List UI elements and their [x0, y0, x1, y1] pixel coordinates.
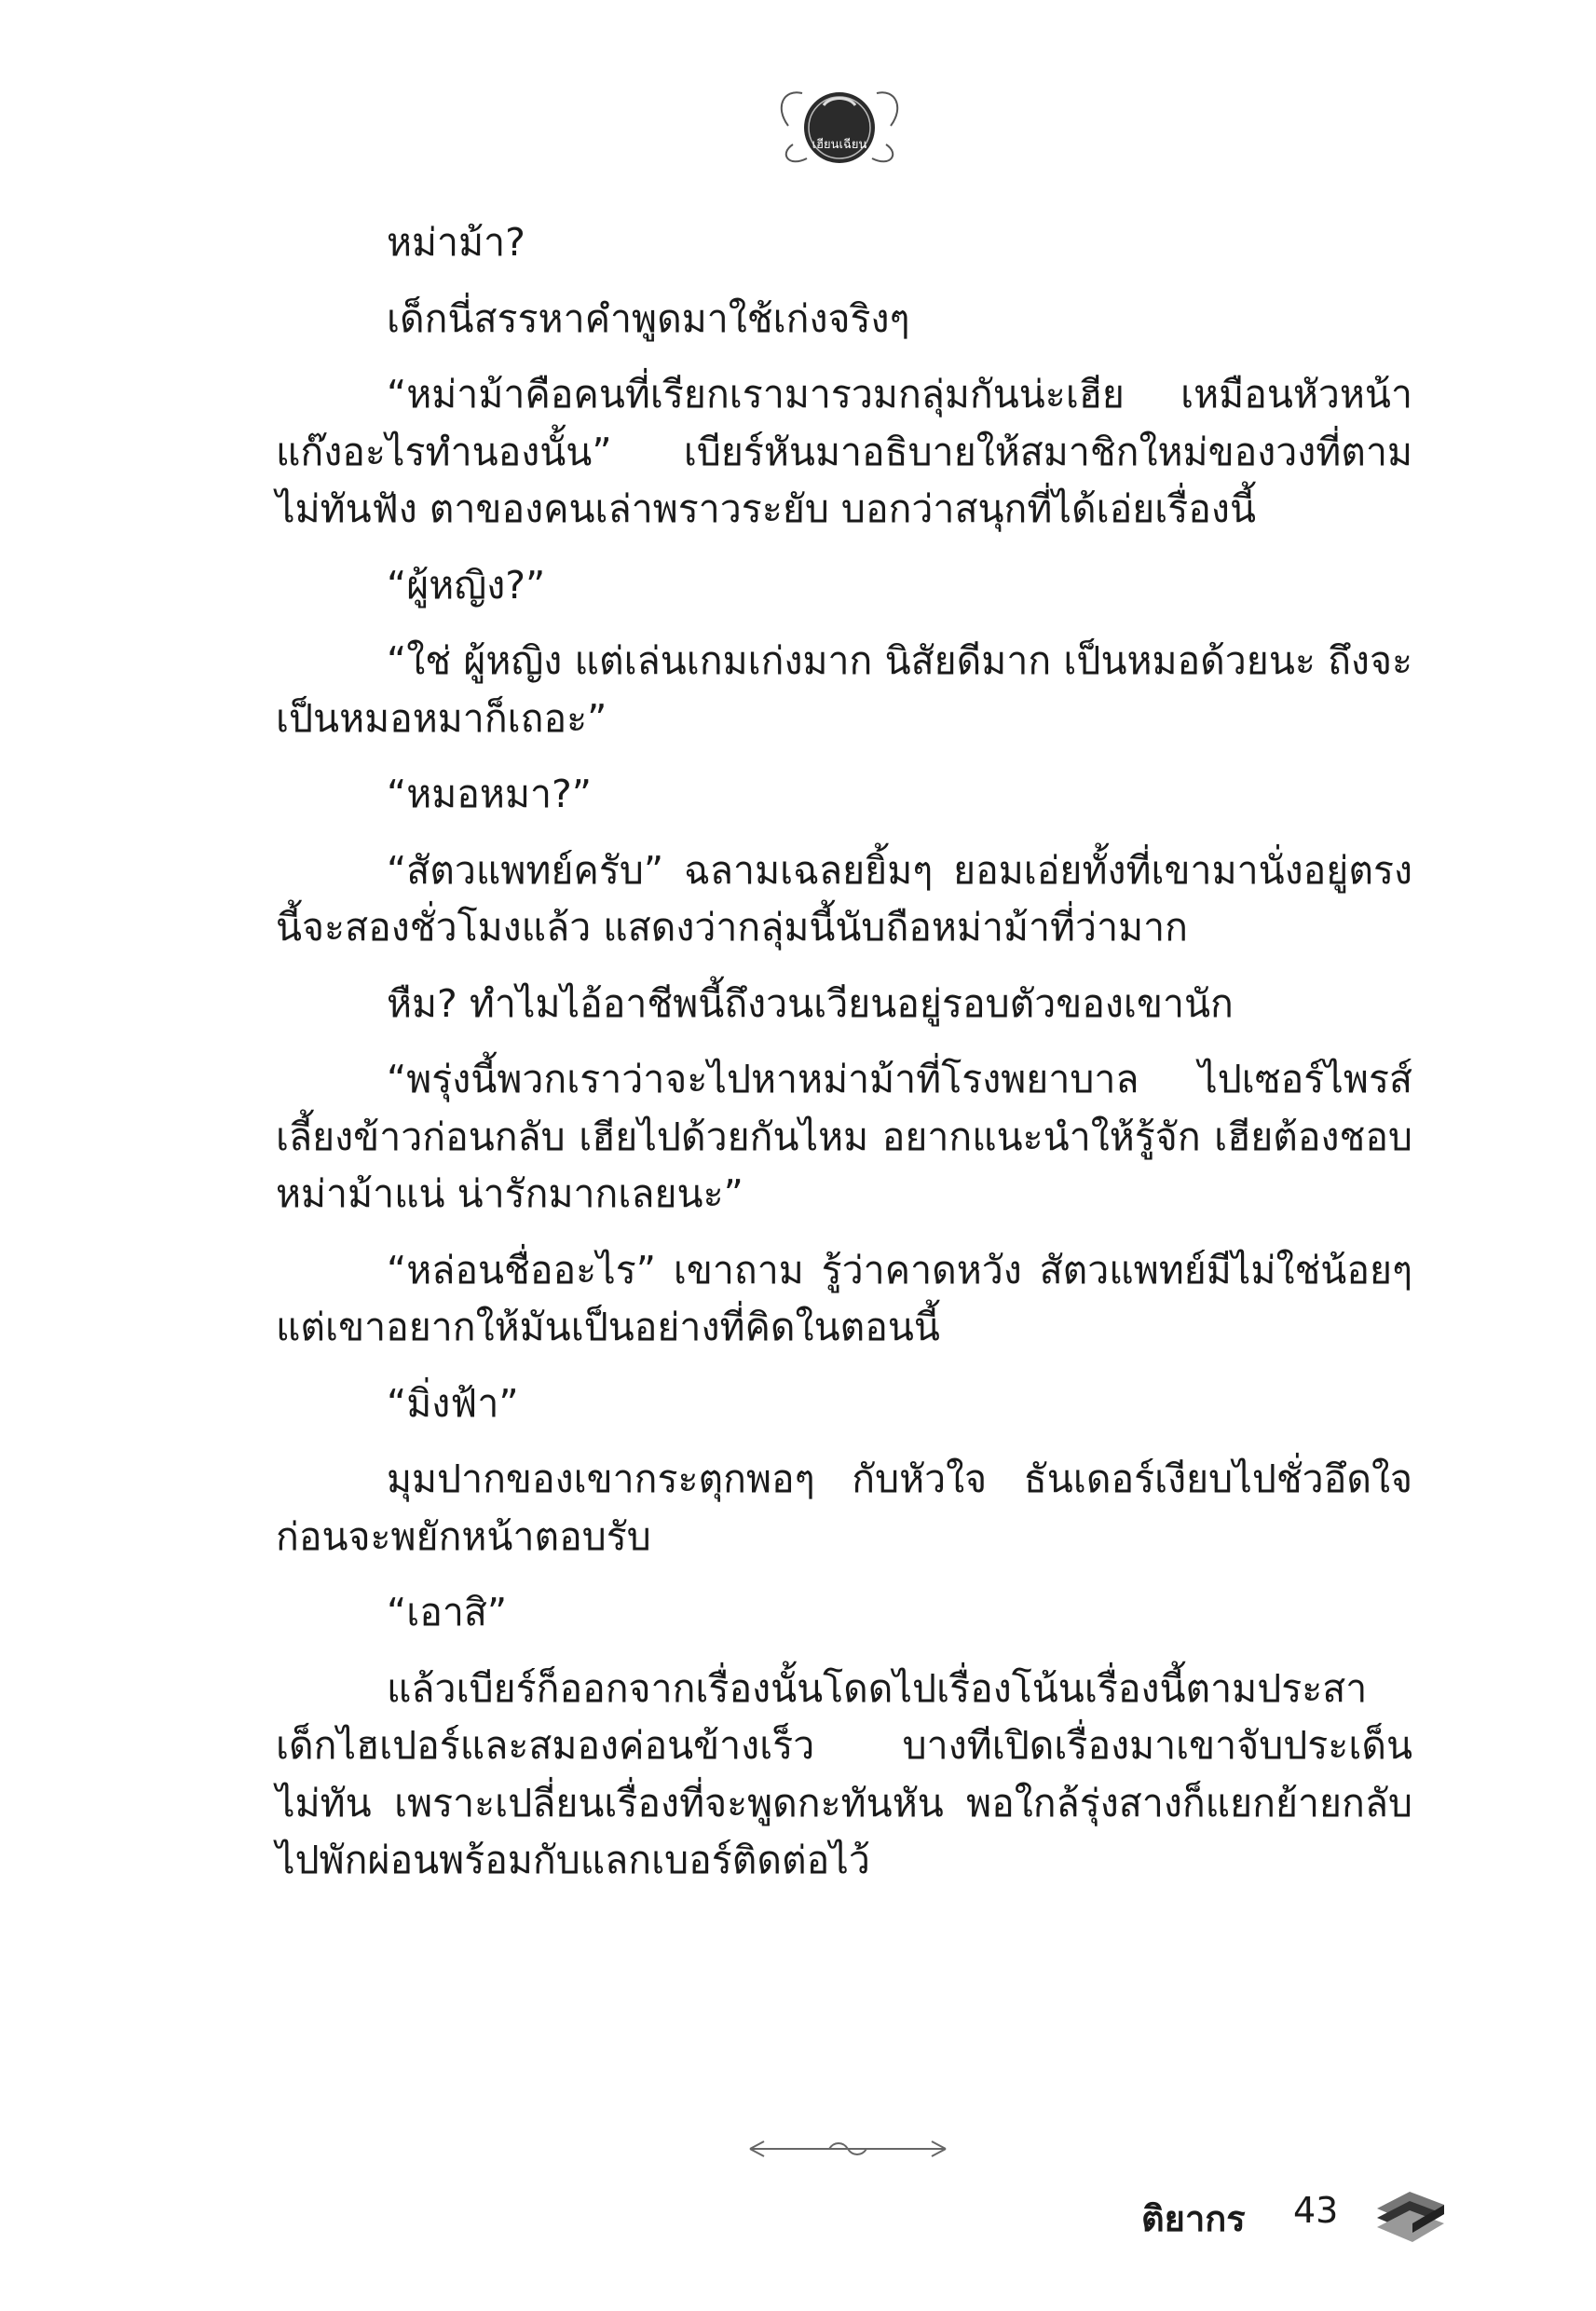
paragraph: แล้วเบียร์ก็ออกจากเรื่องนั้นโดดไปเรื่องโน้นเรื่องนี้ตามประสาเด็กไฮเปอร์และสมองค่อนข้างเร็ว บางทีเปิดเรื่องมาเขาจับประเด็นไม่ทัน เพราะเปลี่ยนเรื่องที่จะพูดกะทันหัน พอใกล้รุ่งสางก็แยกย้ายกลับไปพักผ่อนพร้อมกับแลกเบอร์ติดต่อไว้	[276, 1665, 1412, 1882]
body-text	[276, 214, 1412, 1908]
paragraph: “พรุ่งนี้พวกเราว่าจะไปหาหม่าม้าที่โรงพยาบาล ไปเซอร์ไพรส์เลี้ยงข้าวก่อนกลับ เฮียไปด้วยกันไหม อยากแนะนำให้รู้จัก เฮียต้องชอบหม่าม้าแน่ น่ารักมากเลยนะ”	[276, 1057, 1412, 1216]
logo-text: เฮียนเฉียน	[812, 138, 867, 152]
paragraph: “เอาสิ”	[387, 1590, 508, 1634]
paragraph: “หมอหมา?”	[387, 772, 592, 816]
paragraph: “สัตวแพทย์ครับ” ฉลามเฉลยยิ้มๆ ยอมเอ่ยทั้งที่เขามานั่งอยู่ตรงนี้จะสองชั่วโมงแล้ว แสดงว่ากลุ่มนี้นับถือหม่าม้าที่ว่ามาก	[276, 847, 1412, 950]
paragraph: หืม? ทำไมไอ้อาชีพนี้ถึงวนเวียนอยู่รอบตัวของเขานัก	[387, 980, 1234, 1026]
paragraph: หม่าม้า?	[387, 220, 525, 265]
paragraph: มุมปากของเขากระตุกพอๆ กับหัวใจ ธันเดอร์เงียบไปชั่วอึดใจ ก่อนจะพยักหน้าตอบรับ	[276, 1456, 1412, 1559]
paragraph: “หล่อนชื่ออะไร” เขาถาม รู้ว่าคาดหวัง สัตวแพทย์มีไม่ใช่น้อยๆ แต่เขาอยากให้มันเป็นอย่างที่คิดในตอนนี้	[276, 1247, 1412, 1349]
footer-title: ติยากร	[1141, 2198, 1246, 2239]
paragraph: เด็กนี่สรรหาคำพูดมาใช้เก่งจริงๆ	[387, 295, 910, 341]
stacked-books-icon	[1368, 2171, 1452, 2255]
ornamental-divider-icon	[741, 2130, 955, 2167]
paragraph: “ใช่ ผู้หญิง แต่เล่นเกมเก่งมาก นิสัยดีมาก เป็นหมอด้วยนะ ถึงจะเป็นหมอหมาก็เถอะ”	[276, 638, 1412, 741]
paragraph: “ผู้หญิง?”	[387, 562, 546, 608]
paragraph: “หม่าม้าคือคนที่เรียกเรามารวมกลุ่มกันน่ะเฮีย เหมือนหัวหน้าแก๊งอะไรทำนองนั้น” เบียร์หันมาอธิบายให้สมาชิกใหม่ของวงที่ตามไม่ทันฟัง ตาของคนเล่าพราวระยับ บอกว่าสนุกที่ได้เอ่ยเรื่องนี้	[276, 372, 1412, 531]
paragraph: “มิ่งฟ้า”	[387, 1380, 519, 1426]
page-number: 43	[1293, 2190, 1339, 2231]
ornamental-crest-icon	[770, 70, 909, 182]
